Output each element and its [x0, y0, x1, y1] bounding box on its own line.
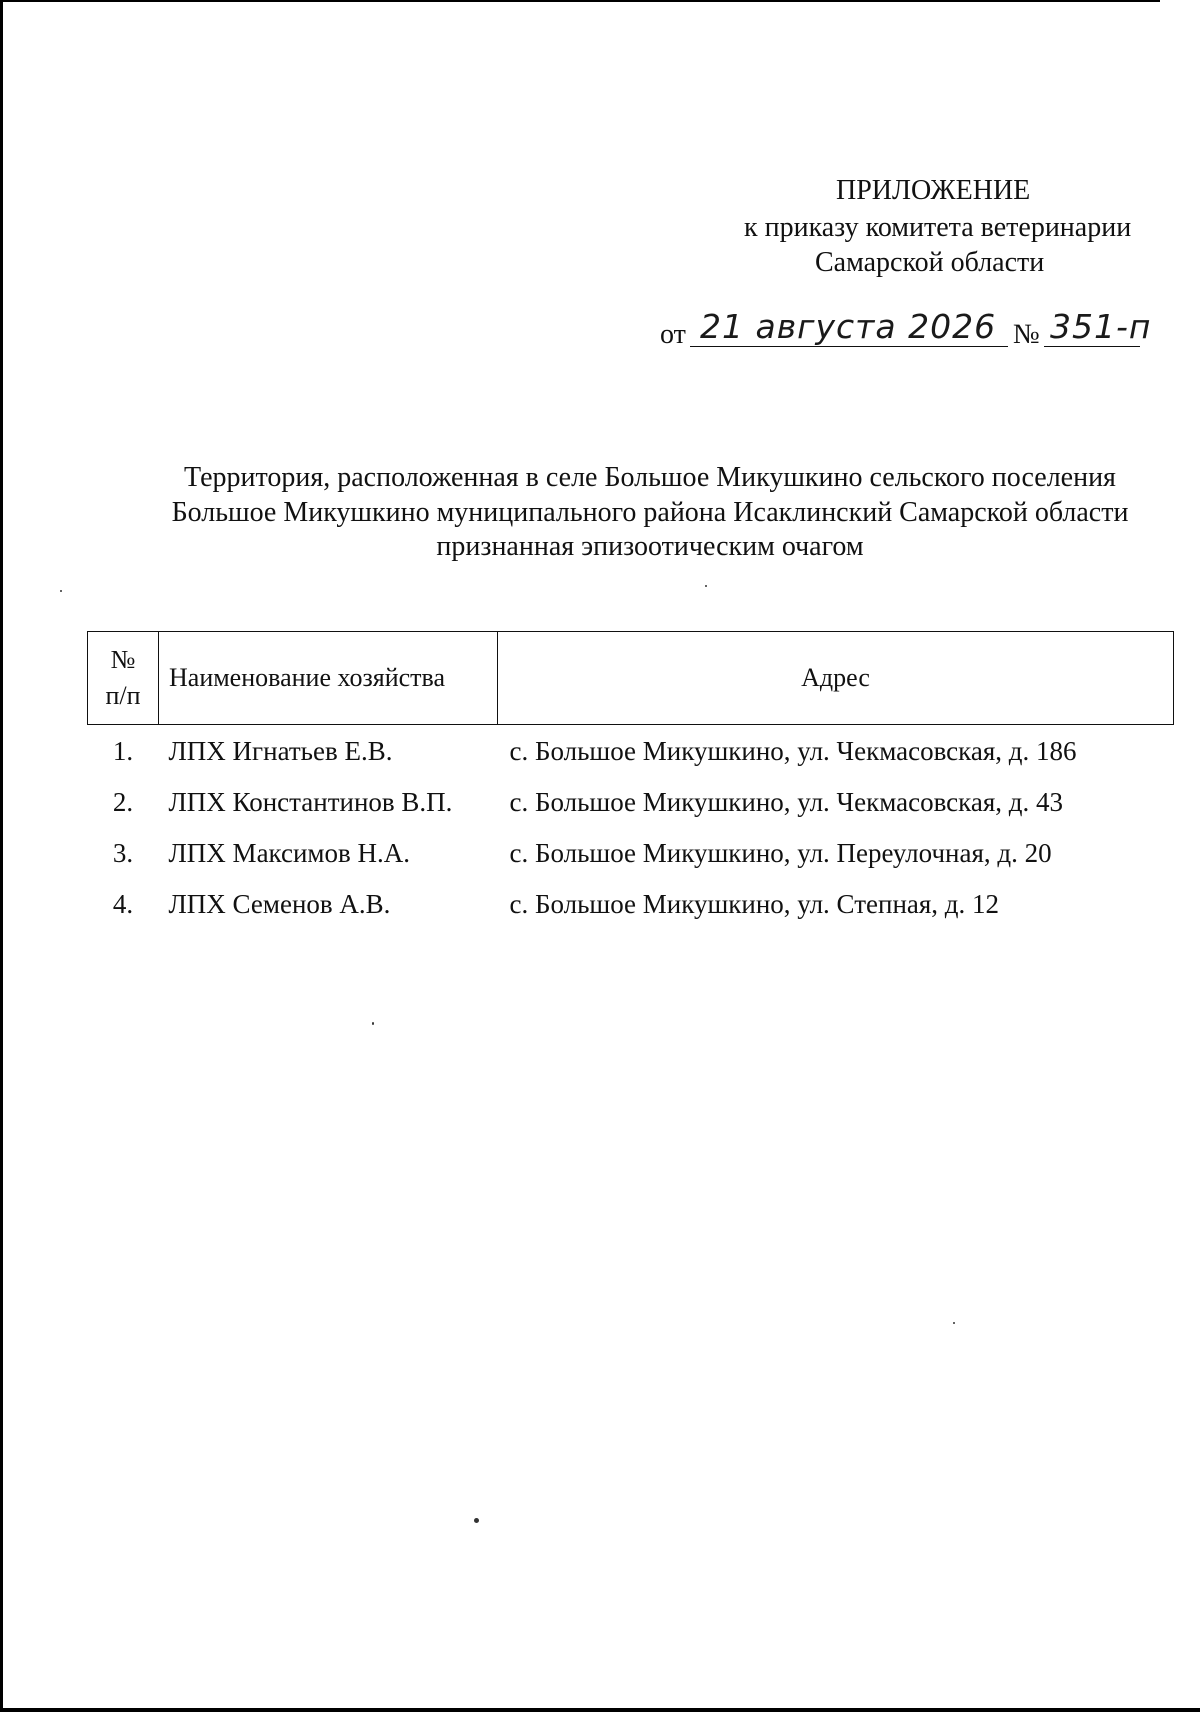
document-title-line-1: Территория, расположенная в селе Большое Микушкино сельского поселения: [184, 462, 1116, 493]
header-address: Адрес: [498, 632, 1174, 725]
farms-table: [87, 631, 1174, 929]
row-address: с. Большое Микушкино, ул. Чекмасовская, д. 43: [509, 786, 1063, 817]
header-number: [88, 632, 159, 725]
document-title-line-2: Большое Микушкино муниципального района Исаклинский Самарской области: [171, 497, 1129, 528]
table-header-row: [88, 632, 1174, 725]
scan-speck: [474, 1518, 479, 1523]
row-address: с. Большое Микушкино, ул. Степная, д. 12: [509, 888, 1000, 919]
order-number-prefix: №: [1013, 319, 1040, 350]
handwritten-order-number: 351-п: [1050, 307, 1152, 346]
header-number-line-2: п/п: [105, 681, 141, 710]
header-number-line-1: №: [110, 645, 136, 674]
scan-speck: [953, 1322, 955, 1324]
table-row: [88, 725, 1174, 777]
appendix-region: Самарской области: [815, 247, 1045, 278]
row-number: 2.: [112, 786, 134, 817]
table-row: [88, 827, 1174, 878]
order-date-number-line: [660, 307, 1152, 360]
row-farm-name: ЛПХ Константинов В.П.: [168, 786, 453, 817]
scan-left-edge: [0, 0, 3, 1712]
row-address: с. Большое Микушкино, ул. Переулочная, д. 20: [509, 837, 1052, 868]
row-number: 3.: [112, 837, 134, 868]
row-farm-name: ЛПХ Максимов Н.А.: [168, 837, 411, 868]
row-farm-name: ЛПХ Семенов А.В.: [168, 888, 391, 919]
row-farm-name: ЛПХ Игнатьев Е.В.: [168, 735, 393, 766]
scan-speck: [372, 1022, 374, 1025]
scan-speck: [705, 585, 707, 587]
appendix-order-reference: к приказу комитета ветеринарии: [744, 212, 1132, 243]
document-title-line-3: признанная эпизоотическим очагом: [436, 531, 864, 562]
header-farm-name: Наименование хозяйства: [159, 632, 498, 725]
appendix-title: ПРИЛОЖЕНИЕ: [836, 175, 1031, 206]
number-underline: [1044, 346, 1140, 347]
order-date-prefix: от: [660, 319, 686, 350]
scan-top-edge: [0, 0, 1160, 2]
date-underline: [690, 346, 1008, 347]
table-row: [88, 878, 1174, 929]
handwritten-date: 21 августа 2026: [700, 307, 997, 346]
row-number: 4.: [112, 888, 134, 919]
row-address: с. Большое Микушкино, ул. Чекмасовская, д. 186: [509, 735, 1077, 766]
row-number: 1.: [112, 735, 134, 766]
scan-speck: [60, 590, 62, 592]
scan-bottom-edge: [0, 1708, 1200, 1712]
table-row: [88, 776, 1174, 827]
